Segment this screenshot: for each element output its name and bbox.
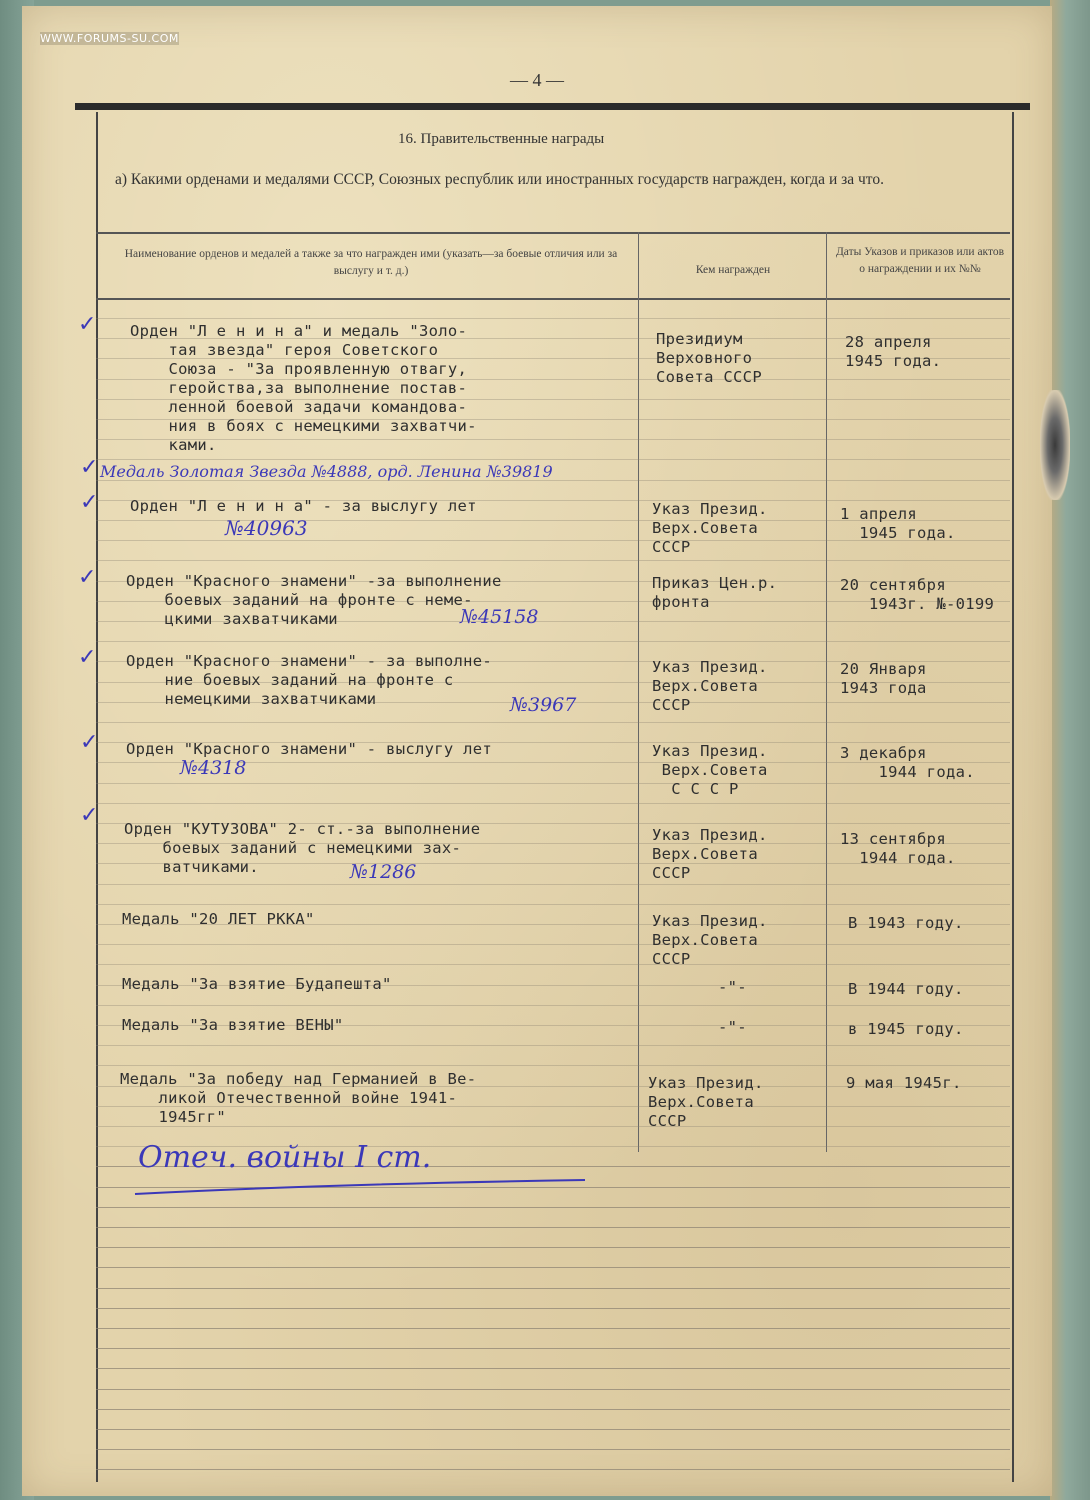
row-1-by: Президиум Верховного Совета СССР: [656, 330, 762, 386]
row-9-by: -"-: [718, 1018, 747, 1036]
page-number: — 4 —: [510, 70, 564, 90]
table-top-border: [96, 232, 1010, 234]
row-9-award: Медаль "За взятие ВЕНЫ": [122, 1016, 344, 1034]
header-awarded-by: Кем награжден: [695, 264, 771, 276]
question-text: а) Какими орденами и медалями СССР, Союзных республик или иностранных государств награжден, когда и за что.: [115, 171, 884, 188]
check-mark-6: ✓: [80, 730, 99, 755]
ruled-line: [96, 641, 1010, 642]
row-6-date: 13 сентября 1944 года.: [840, 830, 956, 867]
check-mark-4: ✓: [78, 565, 97, 590]
punch-hole: [1040, 390, 1070, 500]
row-4-award: Орден "Красного знамени" - за выполне- ние боевых заданий на фронте с немецкими захватчиками: [126, 652, 493, 708]
ruled-line: [96, 944, 1010, 945]
row-9-date: в 1945 году.: [848, 1020, 964, 1038]
row-3-date: 20 сентября 1943г. №-0199: [840, 576, 995, 613]
ruled-line: [96, 1247, 1010, 1248]
top-rule: [75, 103, 1030, 110]
ruled-line: [96, 318, 1010, 319]
row-10-by: Указ Презид. Верх.Совета СССР: [648, 1074, 764, 1130]
ruled-line: [96, 884, 1010, 885]
handwritten-gold-star-note: Медаль Золотая Звезда №4888, орд. Ленина №39819: [100, 462, 553, 481]
watermark: WWW.FORUMS-SU.COM: [40, 32, 179, 45]
column-divider-2: [826, 232, 827, 1152]
handwritten-number-3: №3967: [510, 694, 577, 716]
ruled-line: [96, 1368, 1010, 1369]
header-dates: Даты Указов и приказов или актов о награждении и их №№: [835, 246, 1005, 275]
ruled-line: [96, 1005, 1010, 1006]
row-3-award: Орден "Красного знамени" -за выполнение боевых заданий на фронте с неме- цкими захватчиками: [126, 572, 502, 628]
header-awards: Наименование орденов и медалей а также за что награжден ими (указать—за боевые отличия или за выслугу и т. д.): [124, 248, 618, 277]
check-mark-7: ✓: [80, 803, 99, 828]
row-8-date: В 1944 году.: [848, 980, 964, 998]
row-10-date: 9 мая 1945г.: [846, 1074, 962, 1092]
row-4-date: 20 Января 1943 года: [840, 660, 927, 697]
ruled-line: [96, 904, 1010, 905]
binder-right: [1050, 0, 1090, 1500]
handwritten-number-1: №40963: [225, 516, 308, 540]
ruled-line: [96, 560, 1010, 561]
row-8-by: -"-: [718, 978, 747, 996]
row-8-award: Медаль "За взятие Будапешта": [122, 975, 392, 993]
ruled-line: [96, 1045, 1010, 1046]
ruled-line: [96, 1308, 1010, 1309]
handwritten-number-4: №4318: [180, 757, 247, 779]
ruled-line: [96, 1449, 1010, 1450]
handwritten-footer-note: Отеч. войны I ст.: [138, 1140, 432, 1175]
handwritten-number-2: №45158: [460, 606, 539, 628]
handwritten-number-5: №1286: [350, 861, 417, 883]
ruled-line: [96, 1288, 1010, 1289]
row-10-award: Медаль "За победу над Германией в Ве- ликой Отечественной войне 1941- 1945гг": [120, 1070, 477, 1126]
ruled-line: [96, 1348, 1010, 1349]
ruled-line: [96, 783, 1010, 784]
row-7-date: В 1943 году.: [848, 914, 964, 932]
row-3-by: Приказ Цен.р. фронта: [652, 574, 778, 611]
ruled-line: [96, 459, 1010, 460]
ruled-line: [96, 1389, 1010, 1390]
row-5-by: Указ Презид. Верх.Совета С С С Р: [652, 742, 768, 798]
check-mark-1: ✓: [78, 312, 97, 337]
row-7-by: Указ Презид. Верх.Совета СССР: [652, 912, 768, 968]
ruled-line: [96, 1065, 1010, 1066]
check-mark-2: ✓: [80, 455, 99, 480]
check-mark-3: ✓: [80, 490, 99, 515]
row-6-by: Указ Презид. Верх.Совета СССР: [652, 826, 768, 882]
column-divider-1: [638, 232, 639, 1152]
row-1-award: Орден "Л е н и н а" и медаль "Золо- тая звезда" героя Советского Союза - "За проявленную отвагу, геройства,за выполнение постав- ленной боевой задачи командова- ния в боях с немецкими захватчи- ками.: [130, 322, 477, 454]
row-5-date: 3 декабря 1944 года.: [840, 744, 975, 781]
row-2-by: Указ Презид. Верх.Совета СССР: [652, 500, 768, 556]
check-mark-5: ✓: [78, 645, 97, 670]
ruled-line: [96, 1328, 1010, 1329]
table-header-border: [96, 298, 1010, 300]
ruled-line: [96, 1429, 1010, 1430]
ruled-line: [96, 1267, 1010, 1268]
ruled-line: [96, 1469, 1010, 1470]
row-2-award: Орден "Л е н и н а" - за выслугу лет: [130, 497, 477, 515]
ruled-line: [96, 964, 1010, 965]
row-1-date: 28 апреля 1945 года.: [845, 333, 942, 370]
ruled-line: [96, 1207, 1010, 1208]
ruled-line: [96, 722, 1010, 723]
row-2-date: 1 апреля 1945 года.: [840, 505, 956, 542]
ruled-line: [96, 1409, 1010, 1410]
ruled-line: [96, 1227, 1010, 1228]
row-6-award: Орден "КУТУЗОВА" 2- ст.-за выполнение боевых заданий с немецкими зах- ватчиками.: [124, 820, 481, 876]
handwritten-underline: [130, 1172, 590, 1202]
ruled-line: [96, 803, 1010, 804]
row-4-by: Указ Презид. Верх.Совета СССР: [652, 658, 768, 714]
row-5-award: Орден "Красного знамени" - выслугу лет: [126, 740, 493, 758]
row-7-award: Медаль "20 ЛЕТ РККА": [122, 910, 315, 928]
section-title: 16. Правительственные награды: [398, 131, 605, 147]
